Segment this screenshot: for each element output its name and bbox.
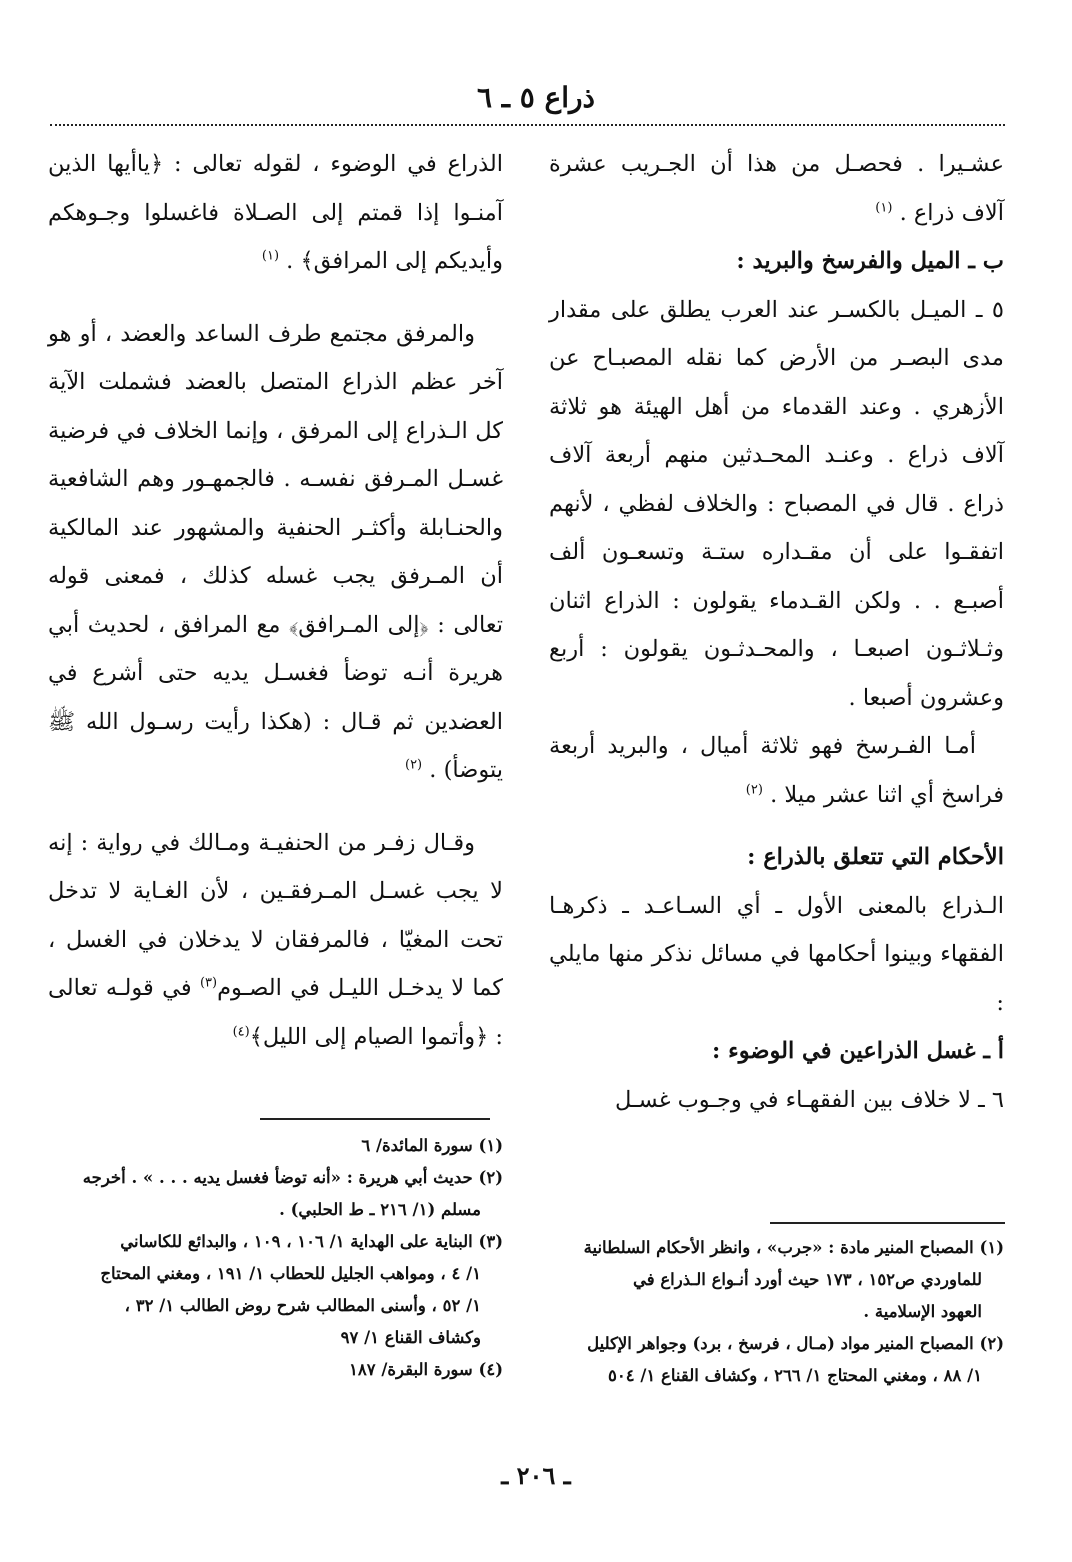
right-paragraph-2: ٥ ـ الميـل بالكسـر عند العرب يطلق على مقدار مدى البصـر من الأرض كما نقله المصبـاح عن الأزهري . وعند القدماء من أهل الهيئة هو ثلاثة آلاف ذراع . وعنـد المحـدثين منهم أربعة آلاف ذراع . قال في المصباح : والخلاف لفظي ، لأنهم اتفقـوا على أن مقـداره ستـة وتسعـون ألف أصبـع . . ولكن القـدماء يقولون : الذراع اثنان وثـلاثـون اصبعـا ، والمحـدثـون يقولون : أربع وعشرون أصبعا . [549, 296, 1004, 711]
footnote-line: (٢) حديث أبي هريرة : «أنه توضأ فغسل يديه . . . » . أخرجه [82, 1168, 503, 1187]
right-paragraph-5: ٦ ـ لا خلاف بين الفقهـاء في وجـوب غسـل [615, 1086, 1004, 1113]
left-paragraph-2-text: والمرفق مجتمع طرف الساعد والعضد ، أو هو آخر عظم الذراع المتصل بالعضد فشملت الآية كل الـذراع إلى المرفق ، وإنما الخلاف في فرضية غسـل المـرفق نفسـه . فالجمهـور وهم الشافعية والحنـابلة وأكثـر الحنفية والمشهور عند المالكية أن المـرفق يجب غسله كذلك ، فمعنى قوله تعالى : ﴿إلى المـرافق﴾ مع المرافق ، لحديث أبي هريرة أنـه توضأ فغسـل يديه حتى أشرع في العضدين ثم قـال : (هكذا رأيت رسـول الله ﷺ يتوضأ) . [48, 320, 503, 783]
footnote-ref: (٢) [745, 782, 763, 797]
footnote-ref: (١) [875, 200, 893, 215]
footnote-line: العهود الإسلامية . [863, 1302, 982, 1321]
spacer [48, 795, 503, 819]
footnote-ref: (١) [261, 248, 280, 264]
footnotes-right [549, 1232, 1004, 1392]
footnote-rule-left [260, 1118, 490, 1120]
footnote-ref: (٢) [404, 757, 423, 773]
right-paragraph-1 [549, 140, 1004, 237]
right-column [549, 140, 1004, 1124]
footnote-ref: (٤) [232, 1024, 250, 1039]
right-paragraph-4: الـذراع بالمعنى الأول ـ أي السـاعـد ـ ذكرهـا الفقهاء وبينوا أحكامها في مسائل نذكر منها مايلي : [549, 892, 1004, 1016]
running-title: ذراع ٥ ـ ٦ [476, 81, 596, 114]
left-paragraph-1 [48, 140, 503, 286]
footnote-ref: (٣) [199, 975, 218, 991]
footnote-line: للماوردي ص١٥٢ ، ١٧٣ حيث أورد أنـواع الـذراع في [632, 1270, 982, 1289]
spacer [549, 819, 1004, 833]
section-heading-washing-forearms: أ ـ غسل الذراعين في الوضوء : [712, 1038, 1004, 1064]
footnote-line: مسلم (١/ ٢١٦ ـ ط الحلبي) . [279, 1200, 481, 1219]
footnote-line: ١/ ٤ ، ومواهب الجليل للحطاب ١/ ١٩١ ، ومغني المحتاج [100, 1264, 481, 1283]
footnote-line: وكشاف القناع ١/ ٩٧ [340, 1328, 481, 1347]
footnote-line: (١) المصباح المنير مادة : «جرب» ، وانظر الأحكام السلطانية [583, 1238, 1004, 1257]
left-paragraph-3-text-b: في قولـه تعالى : ﴿وأتموا الصيام إلى الليل﴾ [48, 975, 503, 1050]
left-paragraph-3 [48, 819, 503, 1062]
page-number: ـ ٢٠٦ ـ [501, 1461, 571, 1490]
footnote-line: (٣) البناية على الهداية ١/ ١٠٦ ، ١٠٩ ، والبدائع للكاساني [120, 1232, 503, 1251]
section-heading-rulings: الأحكام التي تتعلق بالذراع : [747, 844, 1004, 870]
section-heading-mile-farsakh-barid: ب ـ الميل والفرسخ والبريد : [736, 248, 1004, 274]
left-paragraph-1-text: الذراع في الوضوء ، لقوله تعالى : ﴿ياأيها الذين آمنـوا إذا قمتم إلى الصـلاة فاغسلوا وجـوهكم وأيديكم إلى المرافق﴾ . [48, 151, 503, 274]
right-paragraph-1-text: عشـيرا . فحصـل من هذا أن الجـريب عشرة آلاف ذراع . [549, 151, 1004, 226]
footnote-line: (١) سورة المائدة/ ٦ [361, 1136, 503, 1155]
left-column [48, 140, 503, 1061]
footnote-line: ١/ ٨٨ ، ومغني المحتاج ١/ ٢٦٦ ، وكشاف القناع ١/ ٥٠٤ [608, 1366, 982, 1385]
spacer [48, 286, 503, 310]
footnotes-left [48, 1130, 503, 1386]
footnote-rule-right [770, 1222, 1005, 1224]
footnote-line: (٢) المصباح المنير مواد (مـال ، فرسخ ، برد) وجواهر الإكليل [587, 1334, 1004, 1353]
footnote-line: ١/ ٥٢ ، وأسنى المطالب شرح روض الطالب ١/ ٣٢ ، [124, 1296, 481, 1315]
right-paragraph-3-text: أمـا الفـرسخ فهو ثلاثة أميال ، والبريد أربعة فراسخ أي اثنا عشر ميلا . [549, 733, 1004, 808]
right-paragraph-3 [549, 722, 1004, 819]
header-dotted-rule [50, 124, 1005, 126]
left-paragraph-3-text-a: وقـال زفـر من الحنفيـة ومـالك في رواية : إنه لا يجب غسـل المـرفقـين ، لأن الغـاية لا تدخل تحت المغيّا ، فالمرفقان لا يدخلان في الغسل ، كما لا يدخـل الليـل في الصـوم [48, 829, 504, 1001]
left-paragraph-2 [48, 310, 503, 795]
footnote-line: (٤) سورة البقرة/ ١٨٧ [349, 1360, 503, 1379]
